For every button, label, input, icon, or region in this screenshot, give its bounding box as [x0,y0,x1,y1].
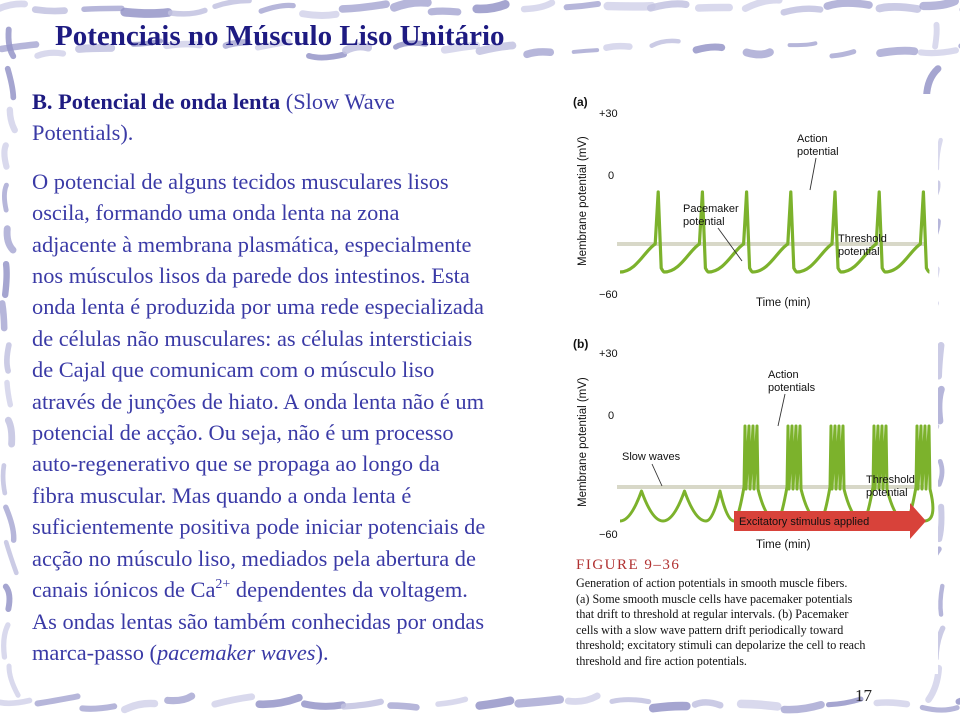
background-stroke [35,10,64,11]
background-stroke [9,666,18,695]
background-stroke [10,110,15,130]
background-stroke [215,1,249,7]
panel-a-pacemaker-label-1: Pacemaker [683,203,739,215]
background-stroke [653,706,686,708]
body-line-final [32,637,572,668]
background-stroke [747,52,770,54]
background-stroke [37,53,63,56]
background-stroke [612,700,649,702]
background-stroke [574,50,597,52]
background-stroke [877,703,907,705]
background-stroke [8,420,11,444]
background-stroke [438,699,465,704]
background-stroke [391,706,417,708]
background-stroke [305,704,343,706]
background-stroke [8,30,13,57]
panel-a-tick-0: 0 [608,170,615,182]
background-stroke [790,43,816,45]
panel-b-action-label-1: Action [768,369,799,381]
background-stroke [5,264,6,295]
figure-caption [576,557,936,670]
background-stroke [4,145,6,166]
background-stroke [696,47,721,50]
caption-line: cells with a slow wave pattern drift periodically toward [576,622,844,637]
panel-b-tick-neg60: −60 [599,529,618,541]
body-line: acção no músculo liso, mediados pela abertura de [32,545,476,571]
caption-line: (a) Some smooth muscle cells have pacemaker potentials [576,591,853,606]
panel-a-x-axis-title: Time (min) [756,297,811,309]
background-stroke [125,12,168,13]
background-stroke [940,586,942,615]
panel-b-y-axis-title: Membrane potential (mV) [577,377,589,507]
background-stroke [2,303,4,328]
background-stroke [880,51,914,53]
background-stroke [6,542,16,573]
background-stroke [82,706,114,708]
panel-b-threshold-label-2: potential [866,487,908,499]
background-stroke [927,69,938,97]
background-stroke [939,345,941,376]
panel-a-threshold-label-1: Threshold [838,233,887,245]
pacemaker-waves-term: pacemaker waves [156,639,316,665]
body-line: oscila, formando uma onda lenta na zona [32,200,400,226]
body-line: adjacente à membrana plasmática, especialmente [32,231,472,257]
panel-a-action-label-2: potential [797,146,839,158]
background-stroke [4,625,8,657]
panel-b [573,337,933,551]
background-stroke [652,41,679,46]
caption-line: threshold and fire action potentials. [576,653,747,668]
caption-line: that drift to threshold at regular intervals. (b) Pacemaker [576,607,849,622]
background-stroke [567,4,598,7]
background-stroke [7,383,10,405]
panel-a-tick-30: +30 [599,108,618,120]
background-stroke [939,461,942,484]
panel-a-action-label-1: Action [797,133,828,145]
panel-b-slow-waves-leader [652,464,662,486]
background-stroke [3,465,5,493]
figure-label: FIGURE 9–36 [576,557,681,573]
background-stroke [784,705,821,710]
panel-a [573,95,929,309]
calcium-text: canais iónicos de Ca [32,577,216,603]
body-line: O potencial de alguns tecidos musculares lisos [32,168,449,194]
caption-line: threshold; excitatory stimuli can depolarize the cell to reach [576,638,866,653]
panel-b-slow-waves-label: Slow waves [622,451,681,463]
panel-a-action-leader [810,158,816,190]
body-line: As ondas lentas são também conhecidas por ondas [32,608,485,634]
background-stroke [519,700,560,704]
slide-title: Potenciais no Músculo Liso Unitário [55,20,505,52]
body-line: auto-regenerativo que se propaga ao longo da [32,451,440,477]
body-line: de células não musculares: as células intersticiais [32,325,473,351]
subtitle-paren-2: Potentials). [32,120,134,146]
final-text-end: ). [315,639,329,665]
body-line: onda lenta é produzida por uma rede especializada [32,294,484,320]
figure-panels [570,94,938,554]
background-stroke [7,229,13,250]
panel-b-label: (b) [573,337,589,351]
calcium-superscript: 2+ [215,577,231,593]
background-stroke [0,4,25,11]
figure-9-36 [570,94,938,674]
panel-a-label: (a) [573,95,588,109]
body-line: potencial de acção. Ou seja, não é um processo [32,420,454,446]
calcium-text-end: dependentes da voltagem. [230,577,468,603]
background-stroke [8,69,14,98]
background-stroke [477,4,506,9]
caption-line: Generation of action potentials in smooth muscle fibers. [576,576,848,590]
background-stroke [125,703,155,709]
background-stroke [939,389,941,421]
background-stroke [827,3,869,6]
background-stroke [651,4,686,8]
panel-b-threshold-label-1: Threshold [866,474,915,486]
subtitle-line [32,86,572,117]
body-line: de Cajal que comunicam com o músculo liso [32,357,435,383]
body-line: nos músculos lisos da parede dos intestinos. Esta [32,263,470,289]
background-stroke [309,54,344,57]
background-stroke [6,587,10,609]
background-stroke [935,25,937,47]
final-text: marca-passo ( [32,639,157,665]
panel-a-pacemaker-label-2: potential [683,216,725,228]
background-stroke [606,46,629,48]
background-stroke [921,50,956,53]
background-stroke [344,702,381,707]
panel-a-threshold-label-2: potential [838,246,880,258]
background-stroke [431,11,458,12]
panel-b-x-axis-title: Time (min) [756,539,811,551]
subtitle-paren-1: (Slow Wave [280,89,395,114]
background-stroke [568,696,597,702]
panel-a-y-axis-title: Membrane potential (mV) [577,136,589,266]
background-stroke [84,8,122,9]
body-line: fibra muscular. Mas quando a onda lenta é [32,482,412,508]
background-stroke [745,0,779,8]
panel-b-action-label-2: potentials [768,382,816,394]
background-stroke [832,52,854,56]
background-stroke [879,7,917,9]
background-stroke [394,2,427,7]
background-stroke [527,52,550,55]
background-stroke [922,707,957,710]
background-stroke [699,8,730,9]
panel-b-tick-30: +30 [599,348,618,360]
panel-a-tick-neg60: −60 [599,289,618,301]
background-stroke [6,507,14,540]
background-stroke [303,14,336,16]
panel-b-stimulus-label: Excitatory stimulus applied [739,516,870,528]
background-stroke [939,507,941,539]
body-text [32,86,572,668]
background-stroke [343,4,387,9]
background-stroke [695,702,720,705]
background-stroke [168,696,192,701]
page-number: 17 [855,686,872,705]
background-stroke [741,704,777,707]
background-stroke [0,701,29,704]
background-stroke [215,697,252,704]
body-line-calcium [32,574,572,605]
subtitle: B. Potencial de onda lenta [32,89,281,114]
background-stroke [38,696,78,703]
panel-a-pacemaker-trace [620,192,929,272]
background-stroke [784,9,821,13]
background-stroke [923,1,954,6]
background-stroke [7,345,9,371]
panel-b-action-leader [778,394,785,426]
body-line: suficientemente positiva pode iniciar potenciais de [32,514,486,540]
background-stroke [4,185,6,210]
body-line: através de junções de hiato. A onda lenta não é um [32,388,485,414]
background-stroke [261,5,293,11]
background-stroke [259,698,299,705]
background-stroke [480,701,511,706]
background-stroke [524,3,552,9]
panel-b-tick-0: 0 [608,410,615,422]
background-stroke [171,10,205,13]
